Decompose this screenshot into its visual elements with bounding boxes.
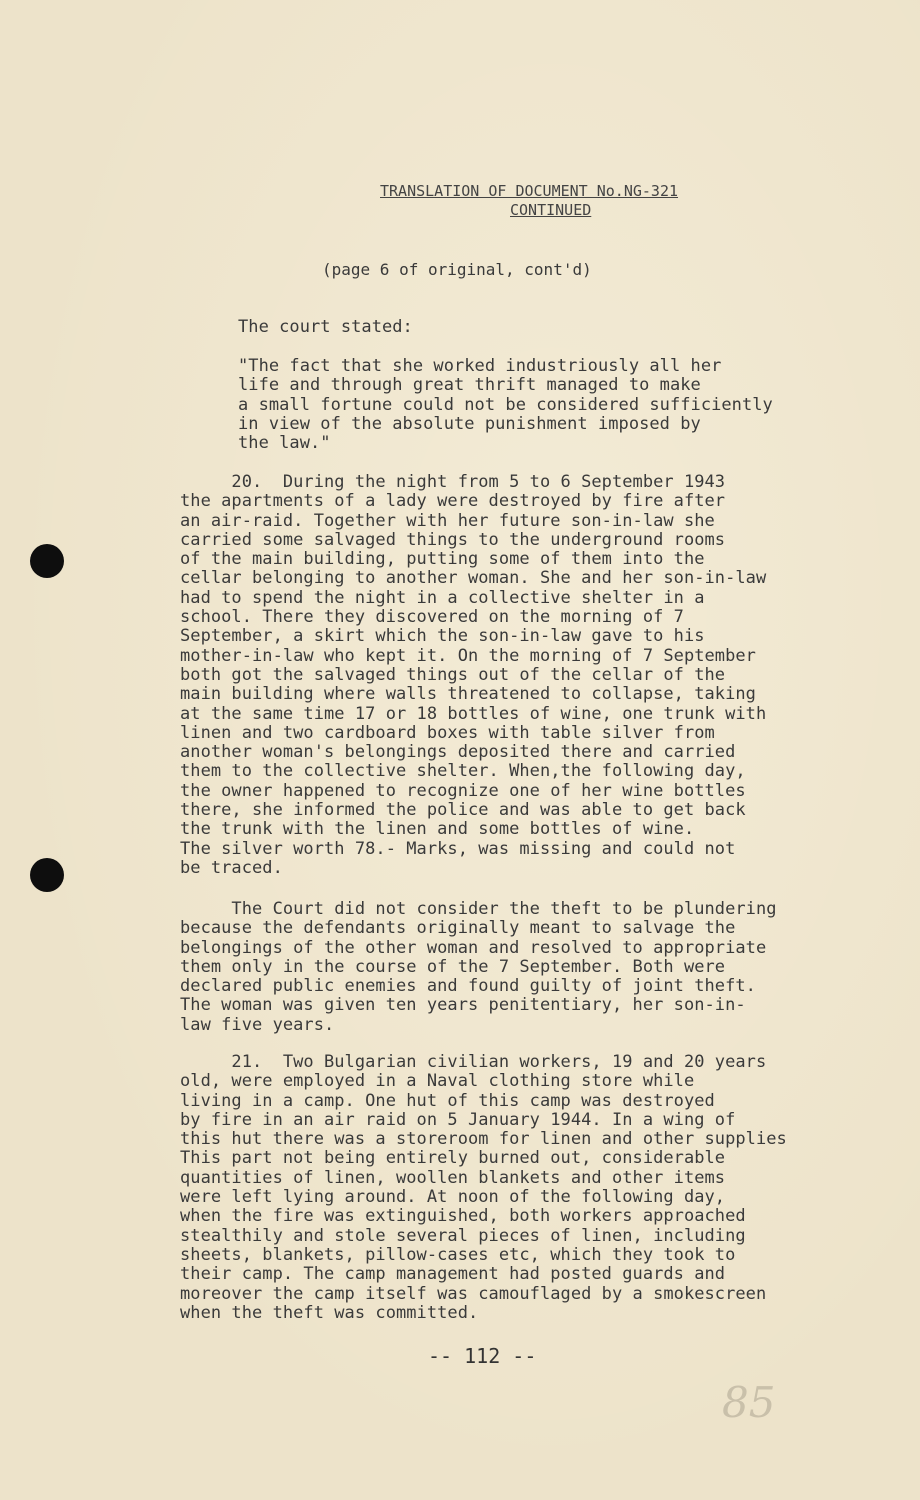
paragraph-court-decision [180, 900, 777, 1035]
text-line: both got the salvaged things out of the cellar of the [180, 664, 726, 685]
text-line: were left lying around. At noon of the following day, [180, 1187, 726, 1208]
text-line: of the main building, putting some of them into the [180, 549, 705, 570]
handwritten-folio-number: 85 [722, 1378, 776, 1427]
text-line: an air-raid. Together with her future son-in-law she [180, 510, 715, 531]
text-line: them to the collective shelter. When,the following day, [180, 761, 746, 782]
court-quote [238, 357, 773, 453]
paragraph-21 [180, 1053, 787, 1323]
text-line: law five years. [180, 1014, 335, 1035]
text-line: this hut there was a storeroom for linen and other supplies [180, 1129, 787, 1150]
document-header [380, 182, 780, 220]
text-line: another woman's belongings deposited there and carried [180, 742, 736, 763]
text-line: the trunk with the linen and some bottles of wine. [180, 819, 695, 840]
punch-hole-bottom [30, 858, 64, 892]
text-line: old, were employed in a Naval clothing store while [180, 1071, 695, 1092]
text-line: belongings of the other woman and resolved to appropriate [180, 937, 767, 958]
text-line: them only in the course of the 7 September. Both were [180, 956, 726, 977]
text-line: "The fact that she worked industriously all her [238, 356, 722, 376]
text-line: declared public enemies and found guilty of joint theft. [180, 976, 756, 997]
text-line: cellar belonging to another woman. She and her son-in-law [180, 568, 767, 589]
text-line: because the defendants originally meant to salvage the [180, 918, 736, 939]
paragraph-20 [180, 473, 766, 878]
text-line: quantities of linen, woollen blankets and other items [180, 1167, 726, 1188]
header-title: TRANSLATION OF DOCUMENT No.NG-321 [380, 182, 679, 200]
text-line: carried some salvaged things to the underground rooms [180, 529, 726, 550]
text-line: by fire in an air raid on 5 January 1944. In a wing of [180, 1109, 736, 1130]
text-line: mother-in-law who kept it. On the morning of 7 September [180, 645, 756, 666]
page-number: -- 112 -- [428, 1344, 537, 1368]
text-line: be traced. [180, 857, 283, 878]
text-line: 21. Two Bulgarian civilian workers, 19 and 20 years [180, 1052, 767, 1072]
text-line: their camp. The camp management had posted guards and [180, 1264, 726, 1285]
text-line: life and through great thrift managed to make [238, 375, 701, 396]
text-line: when the theft was committed. [180, 1302, 479, 1323]
text-line: there, she informed the police and was able to get back [180, 800, 746, 821]
text-line: moreover the camp itself was camouflaged by a smokescreen [180, 1283, 767, 1304]
page-note: (page 6 of original, cont'd) [322, 260, 592, 279]
text-line: The Court did not consider the theft to be plundering [180, 899, 777, 919]
text-line: The woman was given ten years penitentiary, her son-in- [180, 995, 746, 1016]
text-line: sheets, blankets, pillow-cases etc, which they took to [180, 1244, 736, 1265]
punch-hole-top [30, 544, 64, 578]
text-line: had to spend the night in a collective shelter in a [180, 587, 705, 608]
text-line: school. There they discovered on the morning of 7 [180, 607, 684, 628]
text-line: when the fire was extinguished, both workers approached [180, 1206, 746, 1227]
text-line: This part not being entirely burned out, considerable [180, 1148, 726, 1169]
text-line: 20. During the night from 5 to 6 September 1943 [180, 472, 726, 492]
text-line: September, a skirt which the son-in-law gave to his [180, 626, 705, 647]
text-line: stealthily and stole several pieces of linen, including [180, 1225, 746, 1246]
text-line: the law." [238, 433, 331, 454]
header-continued: CONTINUED [510, 201, 592, 219]
text-line: a small fortune could not be considered sufficiently [238, 394, 773, 415]
text-line: The silver worth 78.- Marks, was missing and could not [180, 838, 736, 859]
text-line: main building where walls threatened to collapse, taking [180, 684, 756, 705]
text-line: in view of the absolute punishment imposed by [238, 413, 701, 434]
text-line: linen and two cardboard boxes with table silver from [180, 722, 715, 743]
text-line: living in a camp. One hut of this camp was destroyed [180, 1090, 715, 1111]
text-line: the owner happened to recognize one of her wine bottles [180, 780, 746, 801]
court-stated-line: The court stated: [238, 317, 413, 337]
text-line: the apartments of a lady were destroyed by fire after [180, 491, 726, 512]
text-line: at the same time 17 or 18 bottles of wine, one trunk with [180, 703, 767, 724]
